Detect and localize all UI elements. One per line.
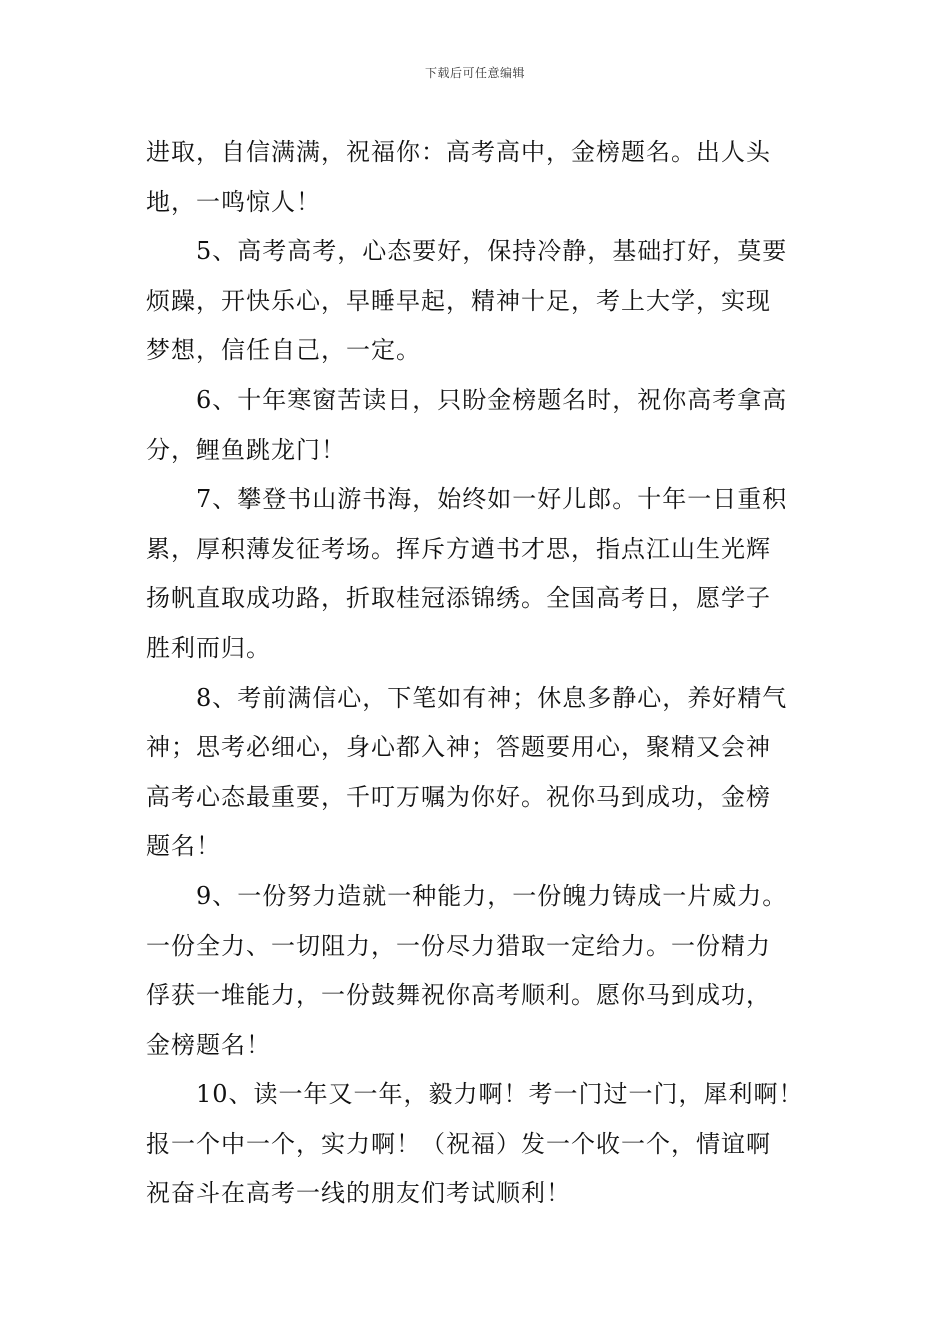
page-header: 下载后可任意编辑 [424,66,525,80]
text-line: 5、高考高考，心态要好，保持冷静，基础打好，莫要 [196,237,788,266]
text-line: 10、读一年又一年，毅力啊！考一门过一门，犀利啊！ [196,1080,804,1109]
paragraph-item-9 [146,872,836,1070]
paragraph-item-8 [146,674,836,872]
paragraph-item-5 [146,227,836,376]
text-line: 9、一份努力造就一种能力，一份魄力铸成一片威力。 [196,881,788,910]
text-line: 梦想，信任自己，一定。 [146,336,421,365]
text-line: 分，鲤鱼跳龙门！ [146,435,346,464]
text-line: 地，一鸣惊人！ [146,187,321,216]
text-line: 金榜题名！ [146,1030,271,1059]
paragraph-item-10 [146,1070,836,1219]
text-line: 7、攀登书山游书海，始终如一好儿郎。十年一日重积 [196,485,788,514]
text-line: 累，厚积薄发征考场。挥斥方遒书才思，指点江山生光辉 [146,534,771,563]
text-line: 胜利而归。 [146,633,271,662]
document-body [146,128,836,1219]
text-line: 扬帆直取成功路，折取桂冠添锦绣。全国高考日，愿学子 [146,584,771,613]
text-line: 一份全力、一切阻力，一份尽力猎取一定给力。一份精力 [146,931,771,960]
text-line: 题名！ [146,832,221,861]
text-line: 俘获一堆能力，一份鼓舞祝你高考顺利。愿你马到成功， [146,981,771,1010]
text-line: 祝奋斗在高考一线的朋友们考试顺利！ [146,1179,571,1208]
text-line: 8、考前满信心，下笔如有神；休息多静心，养好精气 [196,683,788,712]
paragraph-item-7 [146,475,836,673]
paragraph-item-6 [146,376,836,475]
text-line: 烦躁，开快乐心，早睡早起，精神十足，考上大学，实现 [146,286,771,315]
text-line: 高考心态最重要，千叮万嘱为你好。祝你马到成功，金榜 [146,782,771,811]
text-line: 神；思考必细心，身心都入神；答题要用心，聚精又会神 [146,733,771,762]
text-line: 6、十年寒窗苦读日，只盼金榜题名时，祝你高考拿高 [196,385,788,414]
text-line: 进取，自信满满，祝福你：高考高中，金榜题名。出人头 [146,138,771,166]
text-line: 报一个中一个，实力啊！（祝福）发一个收一个，情谊啊 [146,1129,771,1158]
paragraph-continued [146,128,836,227]
